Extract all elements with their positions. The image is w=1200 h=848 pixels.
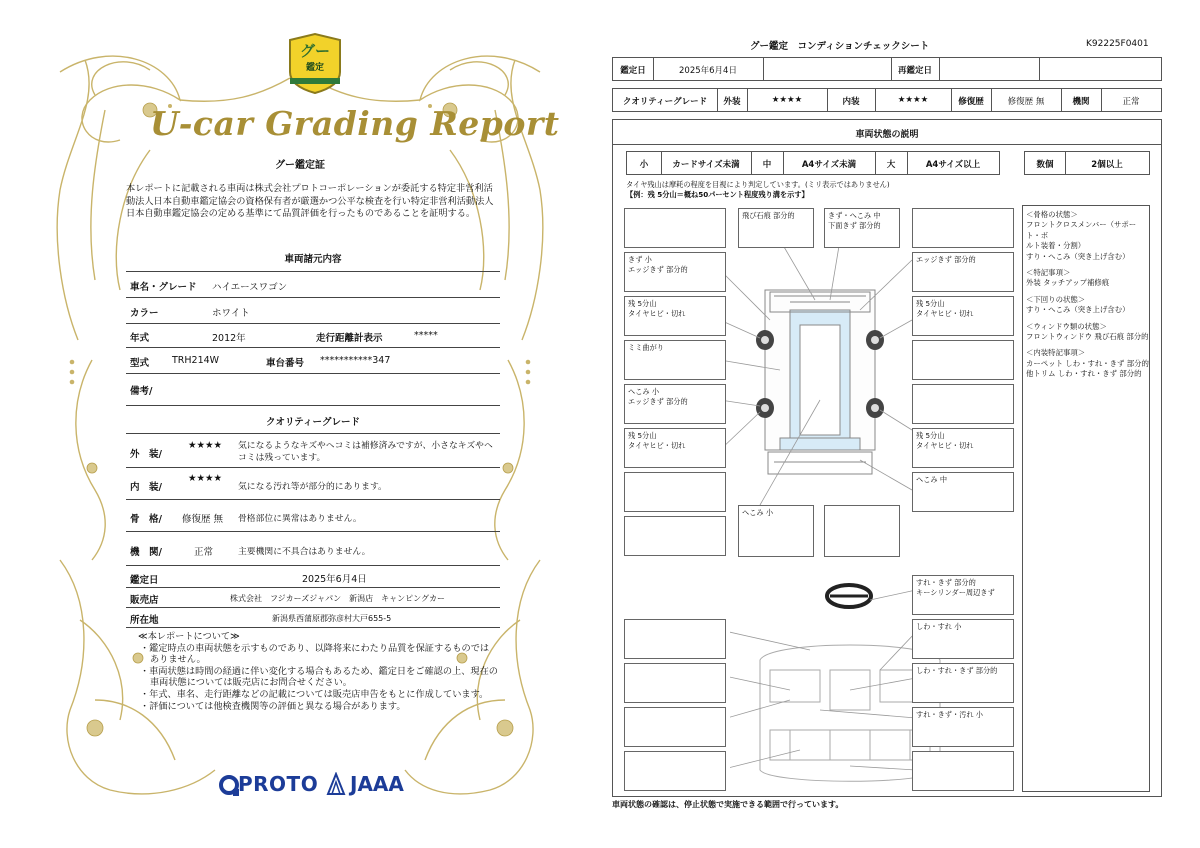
condition-text: タイヤヒビ・切れ <box>916 441 974 450</box>
year-row <box>126 323 500 348</box>
condition-box <box>624 252 726 292</box>
exterior-stars: ★★★★ <box>188 440 223 451</box>
condition-text: 残 5分山 <box>628 431 657 440</box>
quality-heading: クオリティーグレード <box>265 417 361 428</box>
interior-row <box>126 467 500 500</box>
condition-box <box>738 208 814 248</box>
mileage-label: 走行距離計表示 <box>316 333 383 344</box>
size-mid-desc: A4サイズ未満 <box>801 160 857 170</box>
tire-note-1: タイヤ残山は摩耗の程度を目視により判定しています。(ミリ表示ではありません) <box>626 180 890 189</box>
side-note-line: ＜ウィンドウ類の状態＞ <box>1026 321 1107 331</box>
repair-value: 修復歴 無 <box>1007 97 1045 107</box>
condition-box <box>824 208 900 248</box>
count-label: 数個 <box>1036 160 1054 170</box>
dealer-row <box>126 587 500 608</box>
condition-text: 残 5分山 <box>916 299 945 308</box>
condition-text: キーシリンダー周辺きず <box>916 588 995 597</box>
side-note-line: ＜内装特記事項＞ <box>1026 348 1086 358</box>
count-desc: 2個以上 <box>1091 160 1123 170</box>
certificate-heading: グー鑑定証 <box>275 160 325 171</box>
interior-label: 内装 <box>842 97 860 107</box>
engine-value: 正常 <box>1122 97 1140 107</box>
condition-text: タイヤヒビ・切れ <box>916 309 974 318</box>
side-note-line: 他トリム しわ・すれ・きず 部分的 <box>1026 369 1142 379</box>
engine-label: 機 関/ <box>130 547 162 558</box>
condition-text: しわ・すれ・きず 部分的 <box>916 666 998 675</box>
date-table <box>612 57 1162 81</box>
frame-comment: 骨格部位に異常はありません。 <box>238 514 362 524</box>
engine-comment: 主要機関に不具合はありません。 <box>238 547 371 557</box>
side-note-line: フロントクロスメンバー（サポート・ボ <box>1026 220 1137 240</box>
address-row <box>126 607 500 628</box>
model-label: 型式 <box>130 358 150 369</box>
report-title: U-car Grading Report <box>150 104 560 143</box>
condition-box <box>912 428 1014 468</box>
remarks-row <box>126 373 500 406</box>
note-item: ・年式、車名、走行距離などの記載については販売店申告をもとに作成しています。 <box>140 688 489 700</box>
condition-box <box>738 505 814 557</box>
frame-row <box>126 499 500 532</box>
condition-text: ミミ曲がり <box>628 343 664 352</box>
repair-label: 修復歴 <box>958 97 984 107</box>
engine-label: 機関 <box>1072 97 1090 107</box>
mileage-value: ***** <box>414 330 438 341</box>
condition-box <box>912 252 1014 292</box>
condition-box-empty <box>624 619 726 659</box>
condition-box-empty <box>824 505 900 557</box>
condition-text: へこみ 中 <box>916 475 948 484</box>
size-mid-label: 中 <box>762 160 772 170</box>
date-value: 2025年6月4日 <box>302 574 367 585</box>
condition-text: 飛び石痕 部分的 <box>742 211 795 220</box>
badge-bottom-text: 鑑定 <box>305 63 324 73</box>
condition-box-empty <box>624 208 726 248</box>
note-item: ・車両状態は時間の経過に伴い変化する場合もあるため、鑑定日をご確認の上、現在の車両状態については販売店にお問合せください。 <box>140 665 498 689</box>
condition-heading: 車両状態の説明 <box>855 130 919 140</box>
condition-box <box>624 384 726 424</box>
condition-box <box>912 663 1014 703</box>
condition-box <box>912 707 1014 747</box>
condition-text: エッジきず 部分的 <box>628 265 688 274</box>
side-note-line: ルト装着・分割） <box>1026 241 1086 251</box>
condition-text: 残 5分山 <box>628 299 657 308</box>
color-label: カラー <box>130 308 159 319</box>
interior-stars: ★★★★ <box>188 473 223 484</box>
exterior-comment: 気になるようなキズやヘコミは補修済みですが、小さなキズやヘコミは残っています。 <box>238 441 493 463</box>
condition-text: エッジきず 部分的 <box>628 397 688 406</box>
certificate-body: 本レポートに記載される車両は株式会社プロトコーポレーションが委託する特定非営利活動法人日本自動車鑑定協会の資格保有者が厳選かつ公平な検査を行い特定非営利活動法人日本自動車鑑定協会の定める基準にて品質評価を行ったものであることを証明する。 <box>126 183 494 220</box>
side-notes <box>1026 210 1150 380</box>
condition-box-empty <box>624 707 726 747</box>
condition-text: タイヤヒビ・切れ <box>628 309 686 318</box>
condition-box <box>624 428 726 468</box>
year-value: 2012年 <box>212 333 246 344</box>
address-value: 新潟県西蒲原郡弥彦村大戸655-5 <box>272 614 392 623</box>
frame-label: 骨 格/ <box>130 514 162 525</box>
size-large-label: 大 <box>886 160 896 170</box>
address-label: 所在地 <box>130 615 159 626</box>
condition-box-empty <box>624 751 726 791</box>
car-name-row <box>126 271 500 298</box>
dealer-value: 株式会社 フジカーズジャパン 新潟店 キャンピングカー <box>230 594 445 603</box>
quality-table <box>612 88 1162 112</box>
side-note-line: カーペット しわ・すれ・きず 部分的 <box>1026 358 1149 368</box>
condition-text: きず 小 <box>628 255 652 264</box>
car-name-label: 車名・グレード <box>130 282 197 293</box>
color-row <box>126 297 500 324</box>
sheet-date-label: 鑑定日 <box>620 66 646 76</box>
sheet-footer: 車両状態の確認は、停止状態で実施できる範囲で行っています。 <box>612 800 844 809</box>
tire-note-2: 【例：残 5分山＝概ね50パーセント程度残り溝を示す】 <box>626 190 809 199</box>
sheet-date-value: 2025年6月4日 <box>679 66 737 76</box>
car-name-value: ハイエースワゴン <box>212 282 288 293</box>
condition-text: すれ・きず・汚れ 小 <box>916 710 983 719</box>
interior-label: 内 装/ <box>130 482 162 493</box>
condition-text: すれ・きず 部分的 <box>916 578 976 587</box>
notes-title: ≪本レポートについて≫ <box>138 631 240 642</box>
note-item: ・鑑定時点の車両状態を示すものであり、以降将来にわたり品質を保証するものではありません。 <box>140 642 490 666</box>
condition-check-sheet <box>600 0 1200 848</box>
exterior-stars: ★★★★ <box>771 95 803 105</box>
condition-box-empty <box>912 340 1014 380</box>
side-note-line: ＜骨格の状態＞ <box>1026 210 1078 219</box>
exterior-row <box>126 433 500 468</box>
report-notes <box>138 631 498 712</box>
year-label: 年式 <box>130 333 150 344</box>
side-note-line: すり・へこみ（突き上げ含む） <box>1026 305 1130 315</box>
condition-box-empty <box>624 516 726 556</box>
exterior-label: 外 装/ <box>130 449 162 460</box>
condition-box-empty <box>912 384 1014 424</box>
exterior-label: 外装 <box>723 97 741 107</box>
reinspect-label: 再鑑定日 <box>897 66 932 76</box>
size-small-desc: カードサイズ未満 <box>672 160 740 170</box>
side-note-line: 外装 タッチアップ補修痕 <box>1026 278 1110 288</box>
jaaa-logo-icon <box>326 772 346 796</box>
condition-box <box>912 296 1014 336</box>
condition-box-empty <box>912 208 1014 248</box>
size-large-desc: A4サイズ以上 <box>925 160 981 170</box>
side-note-line: ＜特記事項＞ <box>1026 268 1071 278</box>
condition-box <box>912 619 1014 659</box>
side-note-line: すり・へこみ（突き上げ含む） <box>1026 251 1130 261</box>
spec-heading: 車両諸元内容 <box>284 254 342 265</box>
engine-value: 正常 <box>194 547 214 558</box>
condition-box <box>624 340 726 380</box>
frame-value: 修復歴 無 <box>182 514 224 525</box>
proto-logo-text: PROTO <box>238 772 319 796</box>
model-row <box>126 347 500 374</box>
model-value: TRH214W <box>172 355 220 366</box>
condition-text: タイヤヒビ・切れ <box>628 441 686 450</box>
date-label: 鑑定日 <box>130 575 159 586</box>
interior-comment: 気になる汚れ等が部分的にあります。 <box>238 482 387 492</box>
side-note-line: ＜下回りの状態＞ <box>1026 294 1086 304</box>
count-legend <box>1024 151 1150 175</box>
jaaa-logo-text: JAAA <box>350 772 404 796</box>
note-item: ・評価については他検査機関等の評価と異なる場合があります。 <box>140 700 406 712</box>
condition-text: 残 5分山 <box>916 431 945 440</box>
condition-text: きず・へこみ 中 <box>828 211 881 220</box>
engine-row <box>126 531 500 566</box>
dealer-label: 販売店 <box>130 595 159 606</box>
quality-heading-row <box>126 405 500 434</box>
condition-text: しわ・すれ 小 <box>916 622 962 631</box>
size-small-label: 小 <box>639 160 649 170</box>
color-value: ホワイト <box>212 308 250 319</box>
table-bottom-border <box>126 627 500 628</box>
badge-top-text: グー <box>299 42 330 60</box>
condition-text: 下面きず 部分的 <box>828 221 881 230</box>
quality-label: クオリティーグレード <box>622 97 708 107</box>
chassis-label: 車台番号 <box>266 358 305 369</box>
remarks-label: 備考/ <box>130 386 153 397</box>
date-row <box>126 565 500 588</box>
condition-box-empty <box>624 472 726 512</box>
sheet-doc-id: K92225F0401 <box>1086 39 1149 49</box>
condition-box <box>912 472 1014 512</box>
condition-text: へこみ 小 <box>628 387 660 396</box>
chassis-value: ***********347 <box>320 355 391 366</box>
condition-box-empty <box>624 663 726 703</box>
condition-box <box>912 575 1014 615</box>
condition-box <box>624 296 726 336</box>
size-legend <box>626 151 1000 175</box>
interior-stars: ★★★★ <box>897 95 929 105</box>
condition-text: エッジきず 部分的 <box>916 255 976 264</box>
condition-text: へこみ 小 <box>742 508 774 517</box>
sheet-title: グー鑑定 コンディションチェックシート <box>750 41 930 52</box>
side-note-line: フロントウィンドウ 飛び石痕 部分的 <box>1026 332 1149 342</box>
condition-box-empty <box>912 751 1014 791</box>
